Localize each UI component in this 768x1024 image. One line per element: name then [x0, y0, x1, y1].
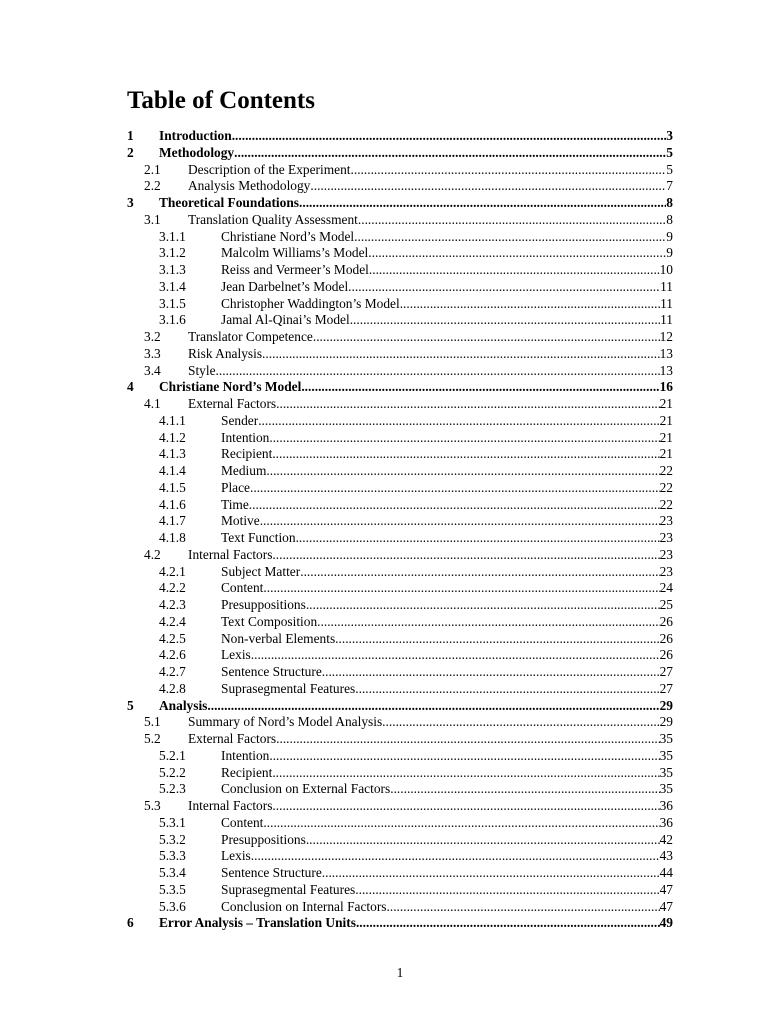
toc-entry-number: 4.1.6	[159, 496, 186, 512]
toc-entry-number: 2	[127, 144, 134, 160]
toc-entry-number: 3.1.3	[159, 262, 186, 277]
toc-entry-leader	[387, 899, 660, 916]
toc-entry-number: 5.3.4	[159, 865, 186, 880]
toc-entry-page: 21	[659, 446, 673, 462]
toc-entry-title: Lexis	[221, 647, 251, 663]
toc-entry-page: 5	[666, 161, 673, 177]
toc-entry-leader	[272, 547, 659, 564]
toc-entry-leader	[400, 296, 660, 313]
toc-entry[interactable]	[127, 748, 673, 765]
toc-entry-leader	[207, 698, 659, 715]
toc-entry-page: 8	[666, 211, 673, 227]
toc-entry-title: Christiane Nord’s Model	[221, 228, 355, 244]
toc-entry-leader	[251, 848, 660, 865]
toc-entry-page: 25	[659, 597, 673, 612]
toc-entry-leader	[299, 195, 666, 212]
toc-entry-title: Conclusion on External Factors	[221, 781, 391, 797]
toc-entry-title: Intention	[221, 747, 270, 763]
toc-entry-number: 3.1.1	[159, 228, 186, 244]
toc-entry[interactable]	[127, 865, 673, 882]
toc-entry-number: 6	[127, 915, 134, 931]
toc-entry-number: 4.2.7	[159, 664, 186, 679]
toc-entry-number: 5.2.3	[159, 781, 186, 797]
toc-entry-leader	[269, 430, 659, 447]
toc-entry[interactable]	[127, 413, 673, 430]
toc-entry-title: Text Function	[221, 530, 296, 545]
toc-entry[interactable]	[127, 915, 673, 932]
toc-entry-leader	[276, 731, 659, 748]
toc-entry-title: Translator Competence	[188, 329, 313, 344]
toc-entry[interactable]	[127, 128, 673, 145]
toc-entry-title: Style	[188, 362, 216, 378]
toc-entry[interactable]	[127, 430, 673, 447]
toc-entry-title: Text Composition	[221, 613, 318, 629]
toc-entry-title: Sentence Structure	[221, 865, 322, 880]
toc-entry-page: 9	[666, 245, 673, 261]
toc-entry[interactable]	[127, 480, 673, 497]
toc-entry-number: 4.1.7	[159, 513, 186, 529]
toc-entry-title: Content	[221, 580, 264, 596]
toc-entry-number: 4.1.8	[159, 530, 186, 545]
toc-entry-leader	[350, 312, 660, 329]
toc-entry-page: 47	[659, 898, 673, 914]
toc-entry-leader	[300, 564, 659, 581]
toc-entry-number: 5.3.6	[159, 898, 186, 914]
toc-entry[interactable]	[127, 329, 673, 346]
toc-entry[interactable]	[127, 815, 673, 832]
toc-entry-title: Presuppositions	[221, 831, 306, 847]
toc-entry-title: Lexis	[221, 848, 251, 864]
toc-entry-leader	[216, 363, 660, 380]
toc-entry-leader	[301, 379, 659, 396]
toc-entry[interactable]	[127, 832, 673, 849]
toc-entry-page: 43	[659, 848, 673, 864]
toc-entry-page: 49	[659, 915, 673, 931]
toc-entry-page: 35	[659, 764, 673, 780]
toc-entry[interactable]	[127, 714, 673, 731]
toc-entry[interactable]	[127, 647, 673, 664]
toc-entry-number: 5	[127, 697, 134, 713]
toc-entry-page: 23	[659, 546, 673, 562]
toc-entry-leader	[260, 513, 660, 530]
toc-entry-page: 5	[666, 144, 673, 160]
toc-entry-page: 13	[659, 345, 673, 361]
toc-entry-number: 4	[127, 379, 134, 395]
toc-entry[interactable]	[127, 396, 673, 413]
toc-entry[interactable]	[127, 463, 673, 480]
toc-entry-number: 3.1.5	[159, 295, 186, 311]
toc-entry-page: 27	[659, 664, 673, 679]
toc-entry-page: 21	[659, 412, 673, 428]
toc-entry-page: 8	[666, 195, 673, 210]
toc-entry-title: Analysis Methodology	[188, 178, 311, 194]
toc-entry-title: Jean Darbelnet’s Model	[221, 278, 349, 294]
toc-entry-leader	[348, 279, 660, 296]
toc-entry-page: 22	[659, 479, 673, 495]
toc-entry-number: 4.1.1	[159, 412, 186, 428]
toc-entry-leader	[306, 832, 660, 849]
toc-entry-number: 4.1.2	[159, 429, 186, 445]
toc-entry-number: 4.2.5	[159, 630, 186, 646]
toc-entry-leader	[356, 915, 660, 932]
toc-entry-leader	[358, 212, 666, 229]
toc-entry[interactable]	[127, 848, 673, 865]
toc-entry-title: Theoretical Foundations	[159, 195, 299, 210]
toc-entry-page: 3	[666, 128, 673, 143]
toc-entry-leader	[272, 446, 659, 463]
toc-entry-leader	[232, 128, 667, 145]
toc-entry-title: External Factors	[188, 396, 277, 411]
toc-entry[interactable]	[127, 162, 673, 179]
toc-entry-title: Introduction	[159, 128, 232, 143]
toc-entry-number: 5.1	[144, 714, 161, 730]
toc-entry-page: 29	[659, 697, 673, 713]
toc-entry[interactable]	[127, 731, 673, 748]
toc-entry-number: 3.2	[144, 329, 161, 344]
toc-entry[interactable]	[127, 698, 673, 715]
toc-entry-title: Summary of Nord’s Model Analysis	[188, 714, 383, 730]
page-title: Table of Contents	[127, 87, 315, 114]
toc-entry-leader	[276, 396, 659, 413]
toc-entry-leader	[313, 329, 660, 346]
toc-entry-number: 4.2.8	[159, 680, 186, 696]
toc-entry-title: Sender	[221, 412, 259, 428]
toc-entry-title: Christopher Waddington’s Model	[221, 295, 400, 311]
toc-entry-title: Conclusion on Internal Factors	[221, 898, 387, 914]
toc-entry[interactable]	[127, 312, 673, 329]
toc-entry-leader	[390, 781, 659, 798]
toc-entry-title: Suprasegmental Features	[221, 680, 356, 696]
toc-entry[interactable]	[127, 245, 673, 262]
toc-entry-leader	[258, 413, 659, 430]
toc-entry-number: 4.1.3	[159, 446, 186, 462]
toc-entry-title: Description of the Experiment	[188, 161, 351, 177]
toc-entry-leader	[335, 631, 659, 648]
toc-entry-page: 27	[659, 680, 673, 696]
toc-entry-number: 4.1.5	[159, 479, 186, 495]
toc-entry-page: 23	[659, 530, 673, 545]
toc-entry-leader	[306, 597, 660, 614]
toc-entry[interactable]	[127, 564, 673, 581]
toc-entry-title: Recipient	[221, 764, 273, 780]
toc-entry[interactable]	[127, 145, 673, 162]
toc-entry-title: Non-verbal Elements	[221, 630, 336, 646]
toc-entry-number: 5.3.2	[159, 831, 186, 847]
toc-entry-page: 23	[659, 563, 673, 579]
toc-entry-page: 47	[659, 881, 673, 897]
toc-entry-page: 24	[659, 580, 673, 596]
toc-entry[interactable]	[127, 765, 673, 782]
toc-entry-page: 21	[659, 396, 673, 411]
toc-entry-leader	[354, 229, 666, 246]
toc-entry-title: Translation Quality Assessment	[188, 211, 358, 227]
toc-entry-leader	[355, 681, 659, 698]
page-number: 1	[396, 965, 404, 980]
toc-entry-leader	[310, 178, 666, 195]
toc-entry-number: 3	[127, 195, 134, 210]
toc-entry-leader	[296, 530, 660, 547]
toc-entry-number: 5.3.5	[159, 881, 186, 897]
toc-entry-page: 7	[666, 178, 673, 194]
toc-entry-title: Sentence Structure	[221, 664, 322, 679]
toc-entry-title: Intention	[221, 429, 270, 445]
toc-entry-page: 36	[659, 798, 673, 813]
toc-entry-number: 4.2	[144, 546, 161, 562]
toc-entry-leader	[351, 162, 667, 179]
toc-entry-leader	[249, 497, 660, 514]
toc-entry[interactable]	[127, 279, 673, 296]
toc-entry-page: 26	[659, 630, 673, 646]
toc-entry-title: Methodology	[159, 144, 235, 160]
toc-entry-title: Reiss and Vermeer’s Model	[221, 262, 369, 277]
toc-entry-title: Jamal Al-Qinai’s Model	[221, 312, 350, 328]
toc-entry-number: 5.3	[144, 798, 161, 813]
toc-entry-page: 26	[659, 647, 673, 663]
toc-entry-title: Medium	[221, 463, 267, 478]
toc-entry[interactable]	[127, 262, 673, 279]
toc-entry[interactable]	[127, 664, 673, 681]
toc-entry[interactable]	[127, 363, 673, 380]
toc-entry-page: 11	[660, 295, 673, 311]
toc-entry-page: 11	[660, 278, 673, 294]
toc-entry[interactable]	[127, 446, 673, 463]
toc-entry-title: Analysis	[159, 697, 208, 713]
toc-entry[interactable]	[127, 580, 673, 597]
toc-entry-page: 23	[659, 513, 673, 529]
toc-entry-number: 4.2.3	[159, 597, 186, 612]
toc-entry-title: Error Analysis – Translation Units	[159, 915, 356, 931]
table-of-contents	[127, 128, 673, 932]
toc-entry-leader	[382, 714, 659, 731]
toc-entry-page: 12	[659, 329, 673, 344]
toc-entry-number: 3.1.4	[159, 278, 186, 294]
toc-entry-title: Presuppositions	[221, 597, 306, 612]
toc-entry-title: Christiane Nord’s Model	[159, 379, 302, 395]
toc-entry-number: 5.2	[144, 731, 161, 746]
toc-entry-page: 16	[659, 379, 673, 395]
toc-entry-leader	[266, 463, 659, 480]
toc-entry-page: 42	[659, 831, 673, 847]
toc-entry-number: 4.2.1	[159, 563, 186, 579]
toc-entry-leader	[263, 815, 659, 832]
toc-entry[interactable]	[127, 212, 673, 229]
toc-entry[interactable]	[127, 547, 673, 564]
toc-entry-title: Internal Factors	[188, 546, 273, 562]
toc-entry-title: Content	[221, 814, 264, 830]
toc-entry-leader	[263, 580, 659, 597]
toc-entry[interactable]	[127, 631, 673, 648]
toc-entry-leader	[322, 865, 660, 882]
toc-entry-number: 5.3.1	[159, 814, 186, 830]
toc-entry-number: 4.2.4	[159, 613, 186, 629]
toc-entry-title: Internal Factors	[188, 798, 273, 813]
toc-entry-page: 26	[659, 613, 673, 629]
toc-entry-page: 35	[659, 747, 673, 763]
toc-entry-leader	[250, 480, 660, 497]
toc-entry[interactable]	[127, 513, 673, 530]
toc-entry-number: 4.2.2	[159, 580, 186, 596]
toc-entry-number: 3.1.2	[159, 245, 186, 261]
toc-entry-number: 2.2	[144, 178, 161, 194]
toc-entry[interactable]	[127, 346, 673, 363]
toc-entry-page: 22	[659, 463, 673, 478]
toc-entry-leader	[262, 346, 660, 363]
toc-entry[interactable]	[127, 497, 673, 514]
toc-entry-leader	[234, 145, 666, 162]
toc-entry[interactable]	[127, 681, 673, 698]
toc-entry-page: 35	[659, 731, 673, 746]
toc-entry-number: 5.2.2	[159, 764, 186, 780]
toc-entry-number: 3.4	[144, 362, 161, 378]
toc-entry[interactable]	[127, 614, 673, 631]
toc-entry[interactable]	[127, 781, 673, 798]
toc-entry-title: Place	[221, 479, 250, 495]
toc-entry-page: 21	[659, 429, 673, 445]
toc-entry-page: 44	[659, 865, 673, 880]
toc-entry-title: Time	[221, 496, 249, 512]
toc-entry[interactable]	[127, 798, 673, 815]
toc-entry-title: Malcolm Williams’s Model	[221, 245, 369, 261]
toc-entry[interactable]	[127, 296, 673, 313]
toc-entry-title: Motive	[221, 513, 260, 529]
toc-entry-page: 13	[659, 362, 673, 378]
toc-entry[interactable]	[127, 530, 673, 547]
toc-entry-page: 10	[659, 262, 673, 277]
toc-entry-leader	[269, 748, 659, 765]
toc-entry-number: 3.3	[144, 345, 161, 361]
toc-entry-page: 11	[660, 312, 673, 328]
toc-entry-leader	[272, 765, 659, 782]
toc-entry-number: 4.1.4	[159, 463, 186, 478]
toc-entry-title: Recipient	[221, 446, 273, 462]
toc-entry-page: 36	[659, 814, 673, 830]
toc-entry-leader	[368, 245, 666, 262]
toc-entry-title: Risk Analysis	[188, 345, 263, 361]
toc-entry-number: 5.2.1	[159, 747, 186, 763]
toc-entry[interactable]	[127, 229, 673, 246]
toc-entry-title: External Factors	[188, 731, 277, 746]
toc-entry[interactable]	[127, 178, 673, 195]
toc-entry[interactable]	[127, 195, 673, 212]
toc-entry[interactable]	[127, 379, 673, 396]
toc-entry[interactable]	[127, 899, 673, 916]
toc-entry[interactable]	[127, 882, 673, 899]
toc-entry-number: 5.3.3	[159, 848, 186, 864]
toc-entry-page: 9	[666, 228, 673, 244]
toc-entry-page: 29	[659, 714, 673, 730]
toc-entry-number: 4.1	[144, 396, 161, 411]
toc-entry-number: 3.1.6	[159, 312, 186, 328]
toc-entry-title: Suprasegmental Features	[221, 881, 356, 897]
toc-entry-number: 2.1	[144, 161, 161, 177]
toc-entry-leader	[272, 798, 659, 815]
toc-entry-number: 1	[127, 128, 134, 143]
toc-entry-leader	[251, 647, 660, 664]
toc-entry-leader	[355, 882, 659, 899]
toc-entry-leader	[322, 664, 660, 681]
toc-entry-leader	[369, 262, 660, 279]
toc-entry-title: Subject Matter	[221, 563, 301, 579]
toc-entry-page: 22	[659, 496, 673, 512]
toc-entry-page: 35	[659, 781, 673, 797]
toc-entry-leader	[317, 614, 659, 631]
toc-entry-number: 4.2.6	[159, 647, 186, 663]
toc-entry-number: 3.1	[144, 211, 161, 227]
toc-entry[interactable]	[127, 597, 673, 614]
